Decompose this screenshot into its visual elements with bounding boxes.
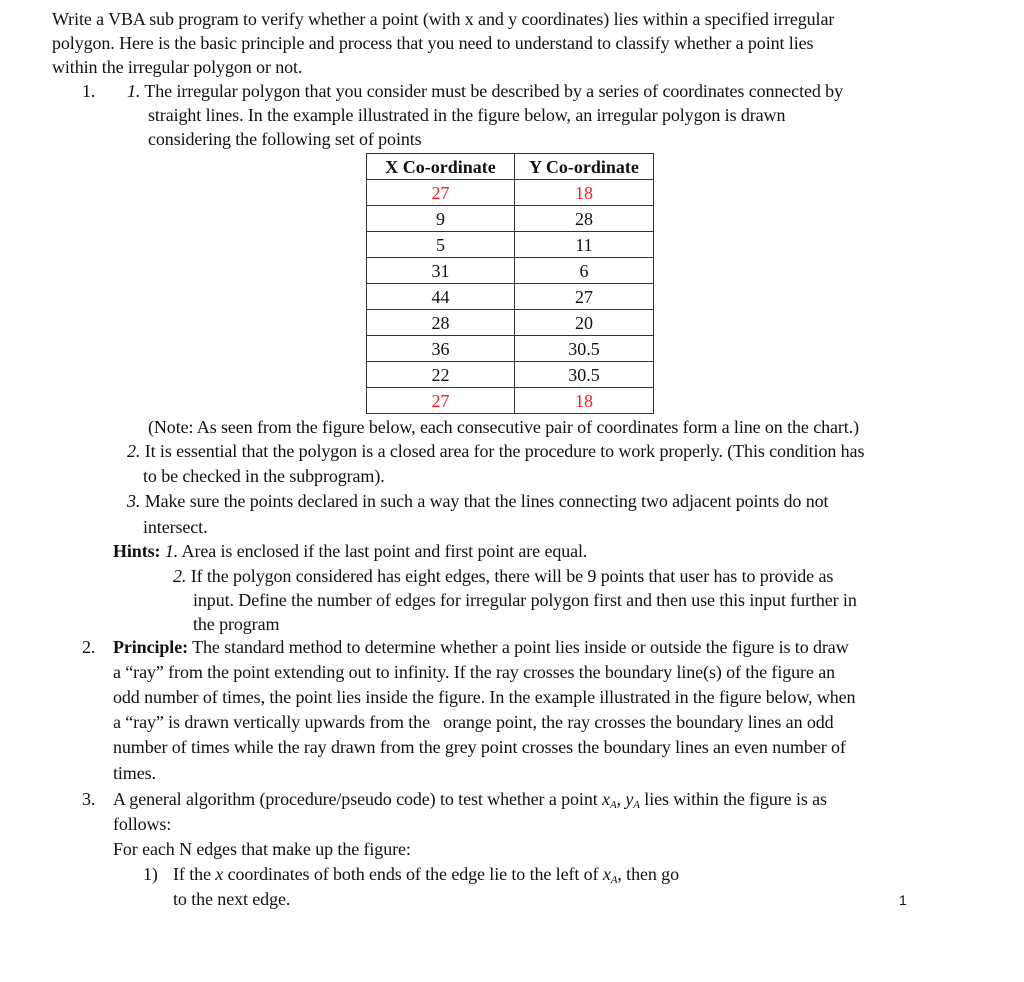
x-cell: 44	[367, 284, 515, 310]
page-number: 1	[899, 892, 907, 908]
subscript: A	[610, 874, 618, 886]
table-header	[367, 154, 654, 180]
hint-2	[173, 565, 833, 587]
text: to the next edge.	[173, 889, 291, 909]
y-cell: 27	[515, 284, 654, 310]
hints-label: Hints:	[113, 541, 161, 561]
x-cell: 28	[367, 310, 515, 336]
var-x: x	[602, 789, 610, 809]
table-row	[367, 336, 654, 362]
principle-text: number of times while the ray drawn from the grey point crosses the boundary lines an even number of	[113, 737, 846, 757]
principle-text: The standard method to determine whether a point lies inside or outside the figure is to draw	[192, 637, 849, 657]
sub-text: Make sure the points declared in such a way that the lines connecting two adjacent points do not	[144, 491, 829, 511]
table-row	[367, 206, 654, 232]
y-cell: 30.5	[515, 336, 654, 362]
sub-number: 1.	[127, 81, 141, 101]
subscript: A	[633, 799, 640, 811]
algorithm-intro	[113, 788, 827, 816]
sub-number: 2.	[127, 441, 141, 461]
table-row	[367, 362, 654, 388]
subscript: A	[609, 799, 617, 811]
hint-number: 2.	[173, 566, 187, 586]
y-cell: 20	[515, 310, 654, 336]
y-cell: 6	[515, 258, 654, 284]
principle-line	[113, 636, 849, 658]
y-cell: 11	[515, 232, 654, 258]
y-cell: 18	[515, 388, 654, 414]
sub-item-2	[127, 440, 864, 462]
hint-text: Area is enclosed if the last point and first point are equal.	[181, 541, 588, 561]
var-x: x	[602, 864, 611, 884]
principle-text: a “ray” is drawn vertically upwards from the orange point, the ray crosses the boundary lines an odd	[113, 712, 834, 732]
sub-text: straight lines. In the example illustrated in the figure below, an irregular polygon is drawn	[148, 105, 786, 125]
header-y: Y Co-ordinate	[515, 154, 654, 180]
intro-line: within the irregular polygon or not.	[52, 57, 303, 77]
sub-number: 3.	[127, 491, 141, 511]
note: (Note: As seen from the figure below, each consecutive pair of coordinates form a line on the chart.)	[148, 417, 859, 437]
sub-text: intersect.	[143, 517, 208, 537]
sub-text: It is essential that the polygon is a closed area for the procedure to work properly. (This condition has	[144, 441, 865, 461]
sub-item-1	[127, 80, 843, 102]
principle-text: odd number of times, the point lies inside the figure. In the example illustrated in the figure below, when	[113, 687, 856, 707]
principle-text: a “ray” from the point extending out to infinity. If the ray crosses the boundary line(s) of the figure an	[113, 662, 836, 682]
table-row	[367, 232, 654, 258]
header-x: X Co-ordinate	[367, 154, 515, 180]
step-number: 1)	[143, 864, 158, 884]
var-y: y	[625, 789, 634, 809]
table-row	[367, 258, 654, 284]
text: ,	[616, 789, 626, 809]
coordinates-table	[366, 153, 654, 414]
text: If the	[173, 864, 216, 884]
y-cell: 18	[515, 180, 654, 206]
hint-text: the program	[193, 614, 280, 634]
text: , then go	[617, 864, 679, 884]
y-cell: 28	[515, 206, 654, 232]
principle-text: times.	[113, 763, 156, 783]
text: lies within the figure is as	[639, 789, 827, 809]
sub-text: considering the following set of points	[148, 129, 422, 149]
hint-number: 1.	[164, 541, 179, 561]
text: follows:	[113, 814, 172, 834]
intro-line: Write a VBA sub program to verify whether a point (with x and y coordinates) lies within a specified irregular	[52, 9, 835, 29]
x-cell: 22	[367, 362, 515, 388]
x-cell: 31	[367, 258, 515, 284]
x-cell: 27	[367, 388, 515, 414]
list-number: 1.	[82, 81, 96, 101]
hint-text: input. Define the number of edges for irregular polygon first and then use this input further in	[193, 590, 857, 610]
var-x: x	[215, 864, 224, 884]
y-cell: 30.5	[515, 362, 654, 388]
list-number: 3.	[82, 789, 96, 809]
text: A general algorithm (procedure/pseudo code) to test whether a point	[113, 789, 603, 809]
principle-label: Principle:	[113, 637, 188, 657]
table-row	[367, 180, 654, 206]
sub-text: to be checked in the subprogram).	[143, 466, 385, 486]
hint-1	[113, 540, 587, 562]
step-1	[173, 863, 679, 891]
x-cell: 5	[367, 232, 515, 258]
table-row	[367, 310, 654, 336]
x-cell: 9	[367, 206, 515, 232]
x-cell: 36	[367, 336, 515, 362]
text: For each N edges that make up the figure:	[113, 839, 411, 859]
sub-item-3	[127, 490, 828, 512]
text: coordinates of both ends of the edge lie to the left of	[223, 864, 603, 884]
intro-line: polygon. Here is the basic principle and process that you need to understand to classify whether a point lies	[52, 33, 814, 53]
list-number: 2.	[82, 637, 96, 657]
x-cell: 27	[367, 180, 515, 206]
hint-text: If the polygon considered has eight edges, there will be 9 points that user has to provide as	[190, 566, 834, 586]
table-row	[367, 284, 654, 310]
sub-text: The irregular polygon that you consider must be described by a series of coordinates connected by	[144, 81, 843, 101]
table-row	[367, 388, 654, 414]
